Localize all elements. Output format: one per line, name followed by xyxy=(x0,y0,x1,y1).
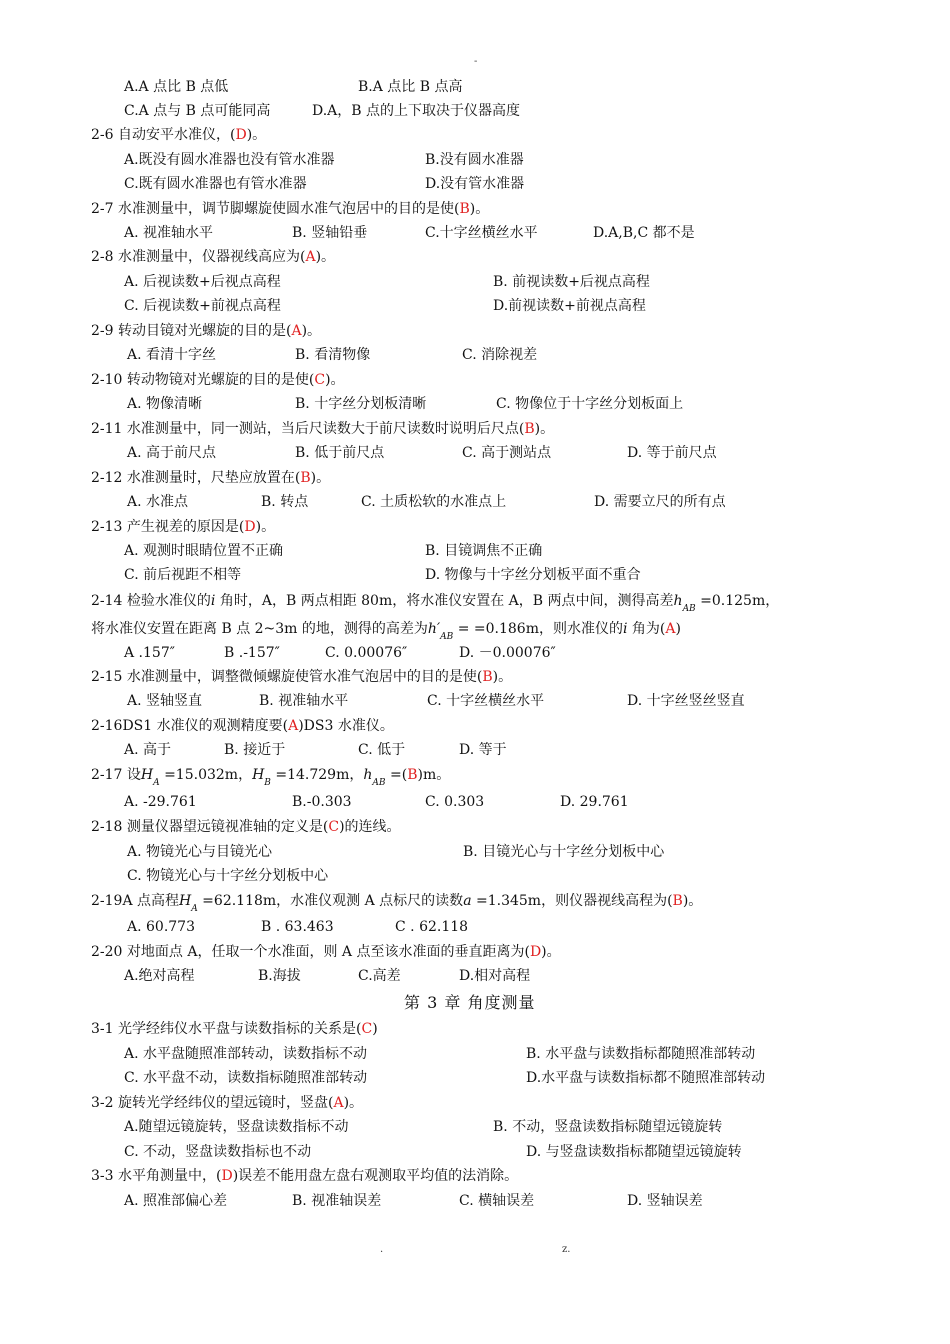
option-item: C.十字丝横丝水平 xyxy=(425,225,538,241)
option-item: C. 物镜光心与十字丝分划板中心 xyxy=(127,868,329,884)
option-item: B .-157″ xyxy=(224,645,280,661)
question-2-18: 2-18 测量仪器望远镜视准轴的定义是(C)的连线。 xyxy=(91,819,401,835)
option-item: B. 看清物像 xyxy=(295,347,371,363)
answer-letter: B xyxy=(300,470,311,486)
option-item: B. 视准轴误差 xyxy=(292,1193,382,1209)
question-2-19: 2-19A 点高程$H_A =62.118m$，水准仪观测 A 点标尺的读数a =1.345m，则仪器视线高程为(B)。 xyxy=(91,893,703,914)
option-item: A.随望远镜旋转，竖盘读数指标不动 xyxy=(124,1119,349,1135)
option-item: B. 接近于 xyxy=(224,742,286,758)
option-item: B. 目镜光心与十字丝分划板中心 xyxy=(463,844,665,860)
option-item: B. 十字丝分划板清晰 xyxy=(295,396,427,412)
option-item: B. 目镜调焦不正确 xyxy=(425,543,543,559)
option-item: C.既有圆水准器也有管水准器 xyxy=(124,176,307,192)
option-item: A. 物像清晰 xyxy=(127,396,203,412)
option-item: C.高差 xyxy=(358,968,401,984)
option-item: D. 需要立尺的所有点 xyxy=(594,494,726,510)
question-2-16: 2-16DS1 水准仪的观测精度要(A)DS3 水准仪。 xyxy=(91,718,394,734)
option-item: B. 水平盘与读数指标都随照准部转动 xyxy=(526,1046,756,1062)
option-item: C . 62.118 xyxy=(395,919,469,935)
answer-3-3: D xyxy=(221,1168,233,1184)
option-item: A. 水准点 xyxy=(127,494,189,510)
question-3-2: 3-2 旋转光学经纬仪的望远镜时，竖盘(A)。 xyxy=(91,1095,364,1111)
option-item: B. 竖轴铅垂 xyxy=(292,225,368,241)
answer-letter: A xyxy=(305,249,316,265)
option-item: B. 低于前尺点 xyxy=(295,445,385,461)
option-item: C. 不动，竖盘读数指标也不动 xyxy=(124,1144,312,1160)
option-item: C. 前后视距不相等 xyxy=(124,567,242,583)
question-3-3: 3-3 水平角测量中，(D)误差不能用盘左盘右观测取平均值的法消除。 xyxy=(91,1168,519,1184)
option-item: A. 竖轴竖直 xyxy=(127,693,203,709)
question-line: 2-10 转动物镜对光螺旋的目的是使(C)。 xyxy=(91,372,345,388)
answer-letter: B xyxy=(524,421,535,437)
option-item: D. 竖轴误差 xyxy=(627,1193,703,1209)
option-item: A. -29.761 xyxy=(124,794,197,810)
question-line: 2-6 自动安平水准仪，(D)。 xyxy=(91,127,267,143)
footer-left-mark: . xyxy=(380,1244,384,1255)
answer-3-1: C xyxy=(361,1021,373,1037)
option-item: A. 照准部偏心差 xyxy=(124,1193,228,1209)
option-item: C. 0.303 xyxy=(425,794,485,810)
option-item: B.没有圆水准器 xyxy=(425,152,524,168)
option-item: A. 物镜光心与目镜光心 xyxy=(127,844,273,860)
option-item: D.A,B,C 都不是 xyxy=(593,225,695,241)
question-2-20: 2-20 对地面点 A，任取一个水准面，则 A 点至该水准面的垂直距离为(D)。 xyxy=(91,944,561,960)
question-line: 2-13 产生视差的原因是(D)。 xyxy=(91,519,276,535)
answer-letter: B xyxy=(459,201,470,217)
option-item: C. 横轴误差 xyxy=(459,1193,535,1209)
option-item: C. 消除视差 xyxy=(462,347,538,363)
question-2-17: 2-17 设$H_A =15.032m$，$H_B =14.729m$，$h_{AB} =(B)m$。 xyxy=(91,767,451,788)
option-item: D. 物像与十字丝分划板平面不重合 xyxy=(425,567,641,583)
option-item: A.A 点比 B 点低 xyxy=(124,79,229,95)
option-item: C. 低于 xyxy=(358,742,406,758)
option-item: A.既没有圆水准器也没有管水准器 xyxy=(124,152,335,168)
answer-letter: C xyxy=(314,372,326,388)
option-item: D. 等于 xyxy=(459,742,507,758)
option-item: D. 与竖盘读数指标都随望远镜旋转 xyxy=(526,1144,742,1160)
question-line: 2-12 水准测量时，尺垫应放置在(B)。 xyxy=(91,470,331,486)
option-item: D.相对高程 xyxy=(459,968,531,984)
option-item: B . 63.463 xyxy=(261,919,334,935)
answer-2-20: D xyxy=(529,944,542,960)
option-item: C.A 点与 B 点可能同高 xyxy=(124,103,271,119)
footer-right-mark: z. xyxy=(562,1244,571,1255)
option-item: A. 看清十字丝 xyxy=(127,347,217,363)
option-item: D. 等于前尺点 xyxy=(627,445,717,461)
option-item: B.A 点比 B 点高 xyxy=(358,79,463,95)
answer-2-16: A xyxy=(288,718,299,734)
option-item: A. 视准轴水平 xyxy=(124,225,214,241)
option-item: D.A，B 点的上下取决于仪器高度 xyxy=(312,103,521,119)
option-item: D. 29.761 xyxy=(560,794,629,810)
question-3-1: 3-1 光学经纬仪水平盘与读数指标的关系是(C) xyxy=(91,1021,378,1037)
question-line: 2-9 转动目镜对光螺旋的目的是(A)。 xyxy=(91,323,322,339)
option-item: A.绝对高程 xyxy=(124,968,195,984)
question-2-14-line2: 将水准仪安置在距离 B 点 2~3m 的地，测得的高差为$h'_{AB} = =0.186m$，则水准仪的i 角为(A) xyxy=(91,621,681,642)
option-item: C. 高于测站点 xyxy=(462,445,552,461)
answer-2-19: B xyxy=(672,893,683,909)
option-item: A. 后视读数+后视点高程 xyxy=(124,274,281,290)
question-line: 2-8 水准测量中，仪器视线高应为(A)。 xyxy=(91,249,336,265)
answer-letter: D xyxy=(244,519,256,535)
option-item: D.水平盘与读数指标都不随照准部转动 xyxy=(526,1070,766,1086)
question-line: 2-11 水准测量中，同一测站，当后尺读数大于前尺读数时说明后尺点(B)。 xyxy=(91,421,555,437)
chapter-title: 第 3 章 角度测量 xyxy=(404,993,536,1012)
answer-letter: D xyxy=(235,127,247,143)
option-item: C. 土质松软的水准点上 xyxy=(361,494,507,510)
option-item: B.海拔 xyxy=(258,968,301,984)
option-item: D.前视读数+前视点高程 xyxy=(493,298,646,314)
option-item: B. 视准轴水平 xyxy=(259,693,349,709)
option-item: A. 高于前尺点 xyxy=(127,445,217,461)
option-item: C. 物像位于十字丝分划板面上 xyxy=(496,396,684,412)
answer-letter: A xyxy=(291,323,302,339)
answer-2-17: B xyxy=(407,767,418,783)
header-mark: - xyxy=(474,56,478,67)
option-item: C. 后视读数+前视点高程 xyxy=(124,298,281,314)
option-item: A .157″ xyxy=(124,645,175,661)
option-item: C. 0.00076″ xyxy=(325,645,408,661)
option-item: A. 高于 xyxy=(124,742,172,758)
question-2-14-line1: 2-14 检验水准仪的i 角时，A，B 两点相距 80m，将水准仪安置在 A，B 两点中间，测得高差$h_{AB} =0.125m$， xyxy=(91,593,780,614)
option-item: B. 不动，竖盘读数指标随望远镜旋转 xyxy=(493,1119,723,1135)
answer-2-18: C xyxy=(328,819,340,835)
option-item: A. 60.773 xyxy=(127,919,195,935)
option-item: D. －0.00076″ xyxy=(459,645,556,661)
option-item: A. 观测时眼睛位置不正确 xyxy=(124,543,284,559)
option-item: C. 水平盘不动，读数指标随照准部转动 xyxy=(124,1070,368,1086)
option-item: B. 前视读数+后视点高程 xyxy=(493,274,650,290)
answer-2-15: B xyxy=(482,669,493,685)
option-item: D.没有管水准器 xyxy=(425,176,525,192)
option-item: B.-0.303 xyxy=(292,794,352,810)
option-item: B. 转点 xyxy=(261,494,309,510)
option-item: A. 水平盘随照准部转动，读数指标不动 xyxy=(124,1046,368,1062)
question-2-15: 2-15 水准测量中，调整微倾螺旋使管水准气泡居中的目的是使(B)。 xyxy=(91,669,513,685)
option-item: D. 十字丝竖丝竖直 xyxy=(627,693,745,709)
answer-3-2: A xyxy=(333,1095,344,1111)
option-item: C. 十字丝横丝水平 xyxy=(427,693,545,709)
question-line: 2-7 水准测量中，调节脚螺旋使圆水准气泡居中的目的是使(B)。 xyxy=(91,201,490,217)
answer-2-14: A xyxy=(665,621,676,637)
